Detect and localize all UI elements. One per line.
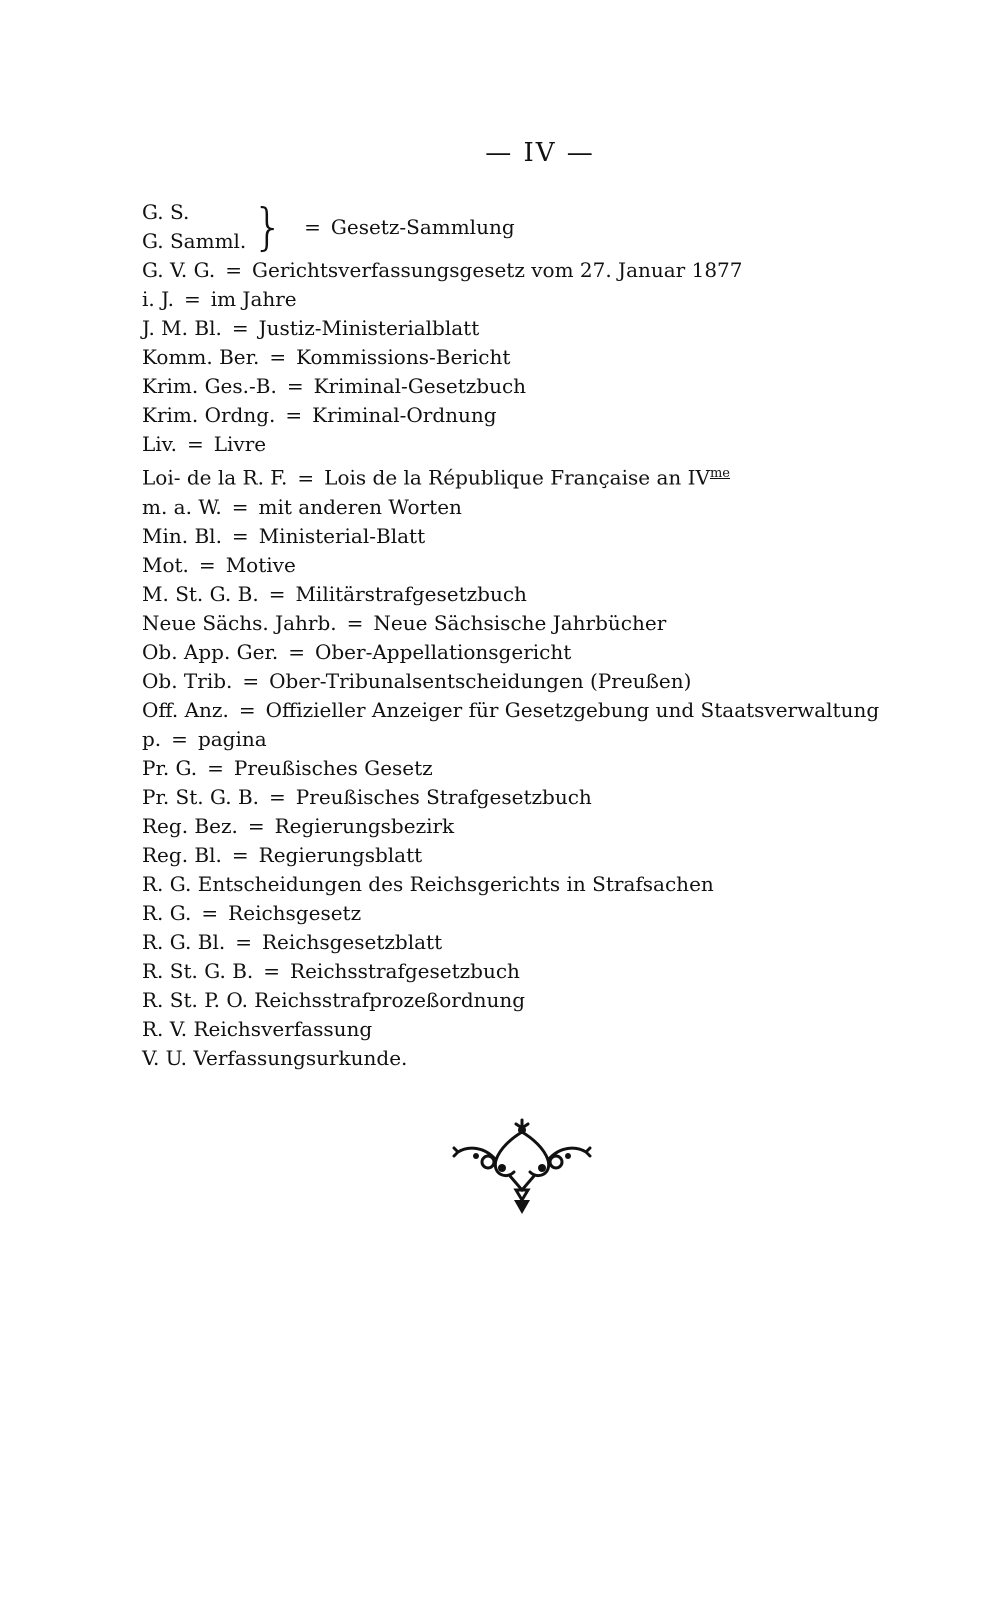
meaning: Kommissions-Bericht (296, 345, 511, 369)
abbreviation: R. G. (142, 871, 192, 896)
abbreviation: G. S. (142, 200, 190, 224)
equals-sign: = (268, 581, 286, 606)
abbreviation-entry (142, 1044, 962, 1073)
abbreviation-entry (142, 638, 962, 667)
abbreviation: Reg. Bez. (142, 813, 238, 838)
abbreviation: Neue Sächs. Jahrb. (142, 610, 337, 635)
equals-sign: = (297, 465, 315, 490)
abbreviation-entry (142, 696, 962, 725)
meaning: Reichsstrafprozeßordnung (254, 987, 526, 1012)
abbreviation-entry (142, 841, 962, 870)
abbreviation: R. St. G. B. (142, 958, 254, 983)
abbreviation-entry (142, 957, 962, 986)
abbreviation: Loi- de la R. F. (142, 465, 288, 490)
grouped-abbreviations (142, 198, 246, 256)
meaning: Regierungsblatt (258, 842, 423, 867)
meaning: im Jahre (210, 287, 297, 311)
equals-sign: = (285, 403, 303, 427)
abbreviation: Pr. G. (142, 755, 198, 780)
abbreviation-entry (142, 899, 962, 928)
abbreviation-entry (142, 430, 962, 459)
meaning: Reichsstrafgesetzbuch (290, 958, 520, 983)
meaning: Lois de la République Française an IV (324, 465, 710, 490)
meaning: Kriminal-Ordnung (312, 403, 497, 427)
equals-sign: = (201, 900, 219, 925)
abbreviation-entry (142, 928, 962, 957)
abbreviation-entry (142, 580, 962, 609)
abbreviation: p. (142, 726, 162, 751)
abbreviation: Liv. (142, 432, 177, 456)
meaning: Ober-Tribunalsentscheidungen (Preußen) (269, 668, 692, 693)
abbreviation: Ob. App. Ger. (142, 639, 279, 664)
meaning: Ober-Appellationsgericht (314, 639, 572, 664)
abbreviation: Reg. Bl. (142, 842, 222, 867)
meaning: Ministerial-Blatt (258, 523, 426, 548)
abbreviation-entry (142, 870, 962, 899)
meaning: Gesetz-Sammlung (330, 214, 515, 239)
abbreviation: i. J. (142, 287, 174, 311)
abbreviation: Pr. St. G. B. (142, 784, 260, 809)
abbreviation: R. G. (142, 900, 192, 925)
abbreviation-entry (142, 667, 962, 696)
meaning: Reichsgesetzblatt (261, 929, 443, 954)
abbreviation-entry (142, 343, 962, 372)
equals-sign: = (242, 668, 260, 693)
equals-sign: = (235, 929, 252, 954)
equals-sign: = (346, 610, 364, 635)
equals-sign: = (183, 287, 201, 311)
abbreviation-entry (142, 372, 962, 401)
equals-sign: = (238, 697, 256, 722)
right-brace: } (252, 198, 285, 256)
abbreviation-entry (142, 256, 962, 285)
page-number: — IV — (485, 138, 595, 168)
abbreviation-entry (142, 725, 962, 754)
equals-sign: = (269, 345, 287, 369)
superscript-suffix: me (709, 466, 730, 481)
abbreviation: M. St. G. B. (142, 581, 259, 606)
abbreviation-entry (142, 986, 962, 1015)
abbreviation: m. a. W. (142, 494, 222, 519)
meaning: Offizieller Anzeiger für Gesetzgebung und Staatsverwaltung (265, 697, 880, 722)
abbreviation-entry (142, 401, 962, 430)
equals-sign: = (231, 842, 249, 867)
grouped-abbreviation-entry (142, 198, 962, 256)
floral-ornament (452, 1118, 592, 1218)
abbreviation: Off. Anz. (142, 697, 229, 722)
abbreviation-list (142, 198, 962, 1073)
abbreviation-entry (142, 812, 962, 841)
abbreviation-entry (142, 314, 962, 343)
meaning: Militärstrafgesetzbuch (295, 581, 527, 606)
equals-sign: = (269, 784, 286, 809)
meaning: Verfassungsurkunde. (193, 1045, 408, 1070)
abbreviation: Min. Bl. (142, 523, 222, 548)
meaning: Reichsgesetz (228, 900, 362, 925)
abbreviation-entry (142, 1015, 962, 1044)
equals-sign: = (231, 316, 249, 340)
meaning: mit anderen Worten (258, 494, 462, 519)
equals-sign: = (288, 639, 305, 664)
abbreviation-entry (142, 783, 962, 812)
abbreviation: R. St. P. O. (142, 987, 248, 1012)
abbreviation: Komm. Ber. (142, 345, 260, 369)
meaning: Kriminal-Gesetzbuch (313, 374, 527, 398)
abbreviation: V. U. (142, 1045, 188, 1070)
abbreviation-entry (142, 459, 962, 493)
equals-sign: = (263, 958, 281, 983)
abbreviation-entry (142, 522, 962, 551)
abbreviation: Mot. (142, 552, 189, 577)
equals-sign: = (286, 374, 304, 398)
equals-sign: = (171, 726, 188, 751)
meaning: Reichsverfassung (193, 1016, 373, 1041)
abbreviation-entry (142, 493, 962, 522)
meaning: Justiz-Ministerialblatt (258, 316, 480, 340)
abbreviation-entry (142, 551, 962, 580)
equals-sign: = (231, 523, 249, 548)
abbreviation-entry (142, 285, 962, 314)
abbreviation: J. M. Bl. (142, 316, 222, 340)
abbreviation: Krim. Ordng. (142, 403, 276, 427)
equals-sign: = (198, 552, 216, 577)
equals-sign: = (304, 214, 321, 239)
meaning: Neue Sächsische Jahrbücher (373, 610, 667, 635)
equals-sign: = (186, 432, 204, 456)
equals-sign: = (207, 755, 224, 780)
abbreviation-entry (142, 754, 962, 783)
meaning: Regierungsbezirk (274, 813, 455, 838)
meaning: Preußisches Strafgesetzbuch (295, 784, 592, 809)
meaning: Motive (225, 552, 296, 577)
abbreviation: G. V. G. (142, 258, 216, 282)
meaning: pagina (197, 726, 267, 751)
abbreviation: R. V. (142, 1016, 188, 1041)
abbreviation: G. Samml. (142, 229, 247, 253)
equals-sign: = (225, 258, 243, 282)
abbreviation: R. G. Bl. (142, 929, 226, 954)
meaning: Entscheidungen des Reichsgerichts in Strafsachen (197, 871, 714, 896)
abbreviation: Krim. Ges.-B. (142, 374, 277, 398)
abbreviation-entry (142, 609, 962, 638)
abbreviation: Ob. Trib. (142, 668, 233, 693)
meaning: Preußisches Gesetz (233, 755, 433, 780)
meaning: Gerichtsverfassungsgesetz vom 27. Januar 1877 (252, 258, 743, 282)
equals-sign: = (247, 813, 265, 838)
equals-sign: = (231, 494, 249, 519)
meaning: Livre (213, 432, 267, 456)
